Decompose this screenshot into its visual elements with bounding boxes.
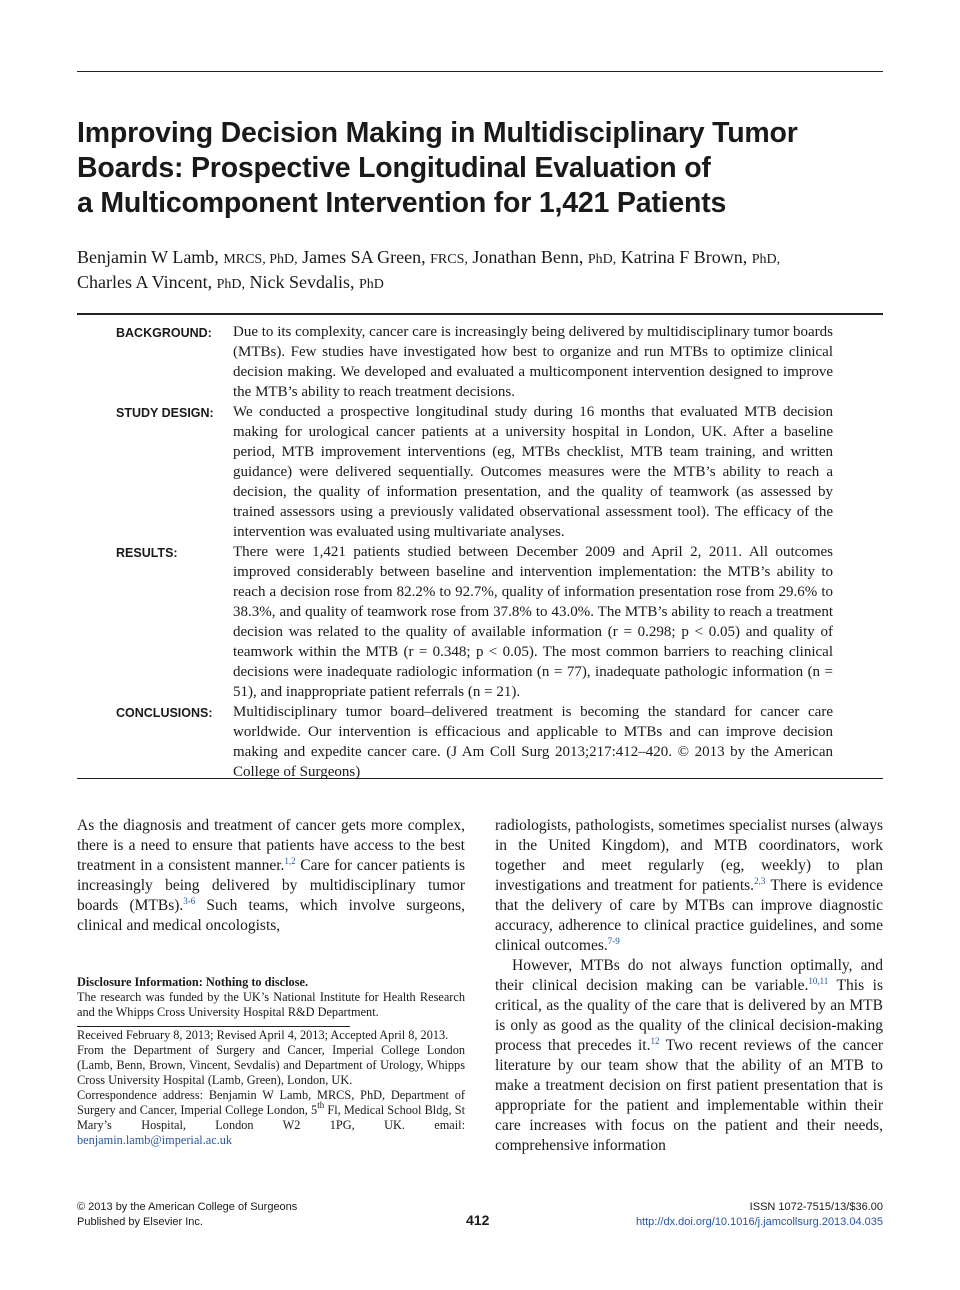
affiliation-note: From the Department of Surgery and Cancer, Imperial College London (Lamb, Benn, Brown, Vincent, Sevdalis) and Department of Urology, Whipps Cross University Hospital (Lamb, Green), London, UK. — [77, 1043, 465, 1087]
citation-link[interactable]: 2,3 — [754, 876, 766, 886]
abstract-section-label: RESULTS: — [116, 546, 178, 560]
page-number: 412 — [466, 1212, 490, 1228]
author-degree: PhD — [358, 277, 384, 292]
title-line-1: Improving Decision Making in Multidisciplinary Tumor — [77, 117, 798, 149]
footnotes — [77, 975, 465, 1148]
author-list — [77, 246, 883, 296]
body-paragraph: As the diagnosis and treatment of cancer gets more complex, there is a need to ensure that patients have access to the best treatment in a consistent manner.$^{1,2}$ Care for cancer patients is increasingly being delivered by multidisciplinary tumor boards (MTBs).$^{3-6}$ Such teams, which involve surgeons, clinical and medical oncologists, — [77, 817, 465, 934]
title-line-2: Boards: Prospective Longitudinal Evaluation of — [77, 152, 711, 184]
article-title — [77, 116, 897, 221]
author-name: James SA Green, — [302, 247, 426, 267]
disclosure-label: Disclosure Information: Nothing to disclose. — [77, 975, 309, 989]
abstract-box — [77, 313, 883, 779]
footer-right — [636, 1200, 883, 1230]
footer-left — [77, 1200, 297, 1230]
title-line-3: a Multicomponent Intervention for 1,421 Patients — [77, 187, 727, 219]
funding-note: The research was funded by the UK’s National Institute for Health Research and the Whipps Cross University Hospital R&D Department. — [77, 990, 465, 1019]
header-rule — [77, 71, 883, 72]
correspondence-address: Correspondence address: Benjamin W Lamb, MRCS, PhD, Department of Surgery and Cancer, Imperial College London, 5th Fl, Medical School Bldg, St Mary’s Hospital, London W2 1PG, UK. email: benjamin.lamb@imperial.ac.uk — [77, 1088, 466, 1147]
author-name: Benjamin W Lamb, — [77, 247, 219, 267]
abstract-section-label: STUDY DESIGN: — [116, 406, 214, 420]
body-left-column — [77, 816, 465, 936]
abstract-section-text: There were 1,421 patients studied between December 2009 and April 2, 2011. All outcomes improved considerably between baseline and intervention implementation: the MTB’s ability to reach a decision rose from 82.2% to 92.7%, quality of information presentation rose from 29.6% to 38.3%, and quality of teamwork rose from 37.8% to 43.0%. The MTB’s ability to reach a treatment decision was related to the quality of available information (r = 0.298; p < 0.05) and quality of teamwork within the MTB (r = 0.348; p < 0.05). The most common barriers to reaching clinical decisions were inadequate radiologic information (n = 77), inadequate pathologic information (n = 51), and inappropriate patient referrals (n = 21). — [233, 544, 833, 700]
citation-link[interactable]: 7-9 — [607, 936, 620, 946]
author-line-1 — [77, 246, 883, 271]
abstract-section-text: Multidisciplinary tumor board–delivered treatment is becoming the standard for cancer care worldwide. Our intervention is efficacious and applicable to MTBs and can improve decision making and expedite cancer care. (J Am Coll Surg 2013;217:412–420. © 2013 by the American College of Surgeons) — [233, 704, 833, 780]
citation-link[interactable]: 10,11 — [808, 976, 829, 986]
author-degree: FRCS, — [430, 252, 468, 267]
abstract-section-text: Due to its complexity, cancer care is increasingly being delivered by multidisciplinary tumor boards (MTBs). Few studies have investigated how best to organize and run MTBs to optimize clinical decision making. We developed and evaluated a multicomponent intervention designed to improve the MTB’s ability to reach treatment decisions. — [233, 324, 833, 400]
author-degree: PhD, — [587, 252, 617, 267]
abstract-section-label: BACKGROUND: — [116, 326, 212, 340]
author-degree: PhD, — [216, 277, 245, 292]
author-name: Charles A Vincent, — [77, 272, 213, 292]
citation-link[interactable]: 3-6 — [183, 896, 196, 906]
author-name: Jonathan Benn, — [472, 247, 584, 267]
citation-link[interactable]: 12 — [650, 1036, 660, 1046]
abstract-section-text: We conducted a prospective longitudinal study during 16 months that evaluated MTB decision making for urological cancer patients at a university hospital in London, UK. After a baseline period, MTB improvement interventions (eg, MTBs checklist, MTB team training, and written guidance) were delivered sequentially. Outcomes measures were the MTB’s ability to reach a decision, the quality of information presentation, and the quality of teamwork (as assessed by trained assessors using a previously validated observational assessment tool). The efficacy of the intervention was evaluated using multivariate analyses. — [233, 404, 833, 540]
author-name: Katrina F Brown, — [620, 247, 748, 267]
issn-text: ISSN 1072-7515/13/$36.00 — [749, 1201, 883, 1213]
copyright-text: © 2013 by the American College of Surgeons — [77, 1201, 298, 1213]
author-degree: MRCS, PhD, — [223, 252, 298, 267]
citation-link[interactable]: 1,2 — [284, 856, 296, 866]
body-right-column — [495, 816, 883, 1156]
author-line-2 — [77, 271, 883, 296]
email-link[interactable]: benjamin.lamb@imperial.ac.uk — [77, 1133, 233, 1147]
body-paragraph: radiologists, pathologists, sometimes specialist nurses (always in the United Kingdom), and MTB coordinators, work together and meet regularly (eg, weekly) to plan investigations and treatment for patients.$^{2,3}$ There is evidence that the delivery of care by MTBs can improve diagnostic accuracy, adherence to clinical practice guidelines, and some clinical outcomes.$^{7-9}$ — [495, 817, 883, 954]
doi-link[interactable]: http://dx.doi.org/10.1016/j.jamcollsurg.2013.04.035 — [635, 1216, 883, 1228]
publisher-text: Published by Elsevier Inc. — [77, 1216, 203, 1228]
author-degree: PhD, — [751, 252, 781, 267]
received-dates: Received February 8, 2013; Revised April 4, 2013; Accepted April 8, 2013. — [77, 1028, 449, 1042]
author-name: Nick Sevdalis, — [249, 272, 355, 292]
body-paragraph: However, MTBs do not always function optimally, and their clinical decision making can be variable.$^{10,11}$ This is critical, as the quality of the care that is delivered by an MTB is only as good as the quality of the clinical decision-making process that precedes it.$^{12}$ Two recent reviews of the cancer literature by our team show that the ability of an MTB to make a treatment decision on first patient presentation that is appropriate for the patient and implementable within their care increases with focus on the patient and their needs, comprehensive information — [495, 957, 884, 1154]
abstract-section-label: CONCLUSIONS: — [116, 706, 213, 720]
footnote-rule — [77, 1026, 350, 1027]
